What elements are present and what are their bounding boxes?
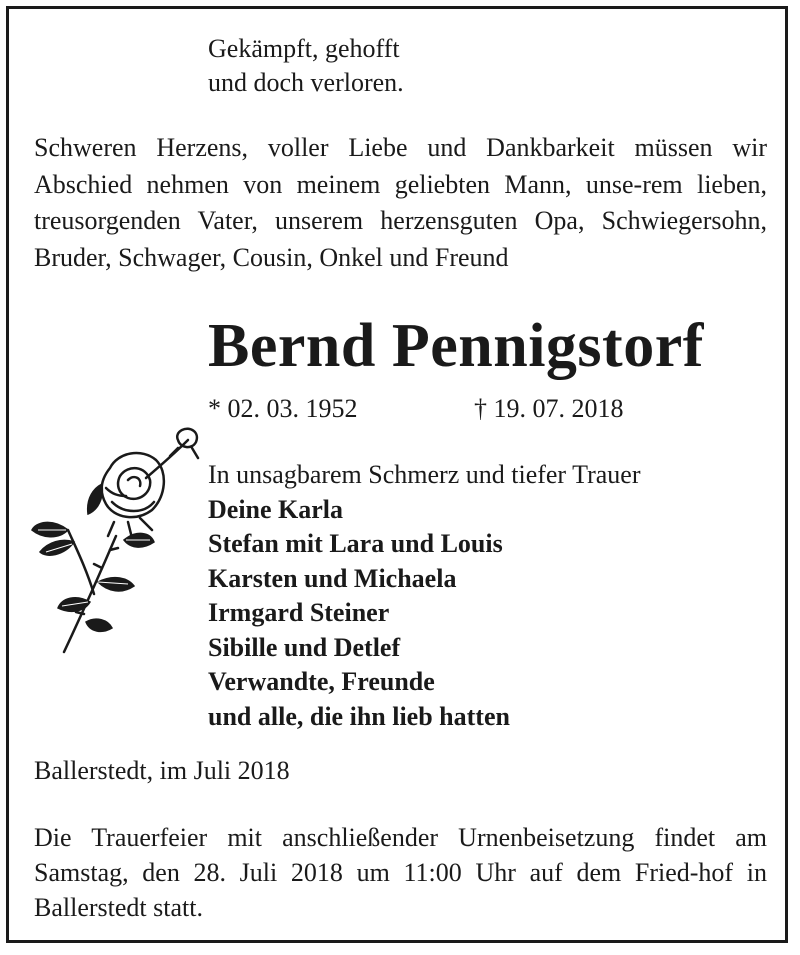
deceased-name: Bernd Pennigstorf xyxy=(208,312,704,380)
mourners-block xyxy=(208,458,640,734)
funeral-info: Die Trauerfeier mit anschließender Urnenbeisetzung findet am Samstag, den 28. Juli 2018 um 11:00 Uhr auf dem Fried-hof in Ballerstedt statt. xyxy=(34,823,767,922)
mourner-name: Sibille und Detlef xyxy=(208,632,401,662)
mourner-name: Irmgard Steiner xyxy=(208,598,390,627)
rose-icon xyxy=(28,418,208,658)
place-date: Ballerstedt, im Juli 2018 xyxy=(34,756,290,785)
birth-date: * 02. 03. 1952 xyxy=(208,394,358,423)
mourner-name: Verwandte, Freunde xyxy=(208,667,435,696)
motto xyxy=(208,32,404,100)
motto-line-1: Gekämpft, gehofft xyxy=(208,34,400,63)
mourner-name: Karsten und Michaela xyxy=(208,563,457,593)
mourner-name: Deine Karla xyxy=(208,494,344,524)
death-date: † 19. 07. 2018 xyxy=(474,394,624,423)
mourner-name: Stefan mit Lara und Louis xyxy=(208,529,503,558)
mourner-name: und alle, die ihn lieb hatten xyxy=(208,701,510,731)
mourners-intro: In unsagbarem Schmerz und tiefer Trauer xyxy=(208,460,641,489)
intro-text: Schweren Herzens, voller Liebe und Dankbarkeit müssen wir Abschied nehmen von meinem geliebten Mann, unse-rem lieben, treusorgenden Vater, unserem herzensguten Opa, Schwiegersohn, Bruder, Schwager, Cousin, Onkel und Freund xyxy=(34,133,767,272)
motto-line-2: und doch verloren. xyxy=(208,68,404,97)
